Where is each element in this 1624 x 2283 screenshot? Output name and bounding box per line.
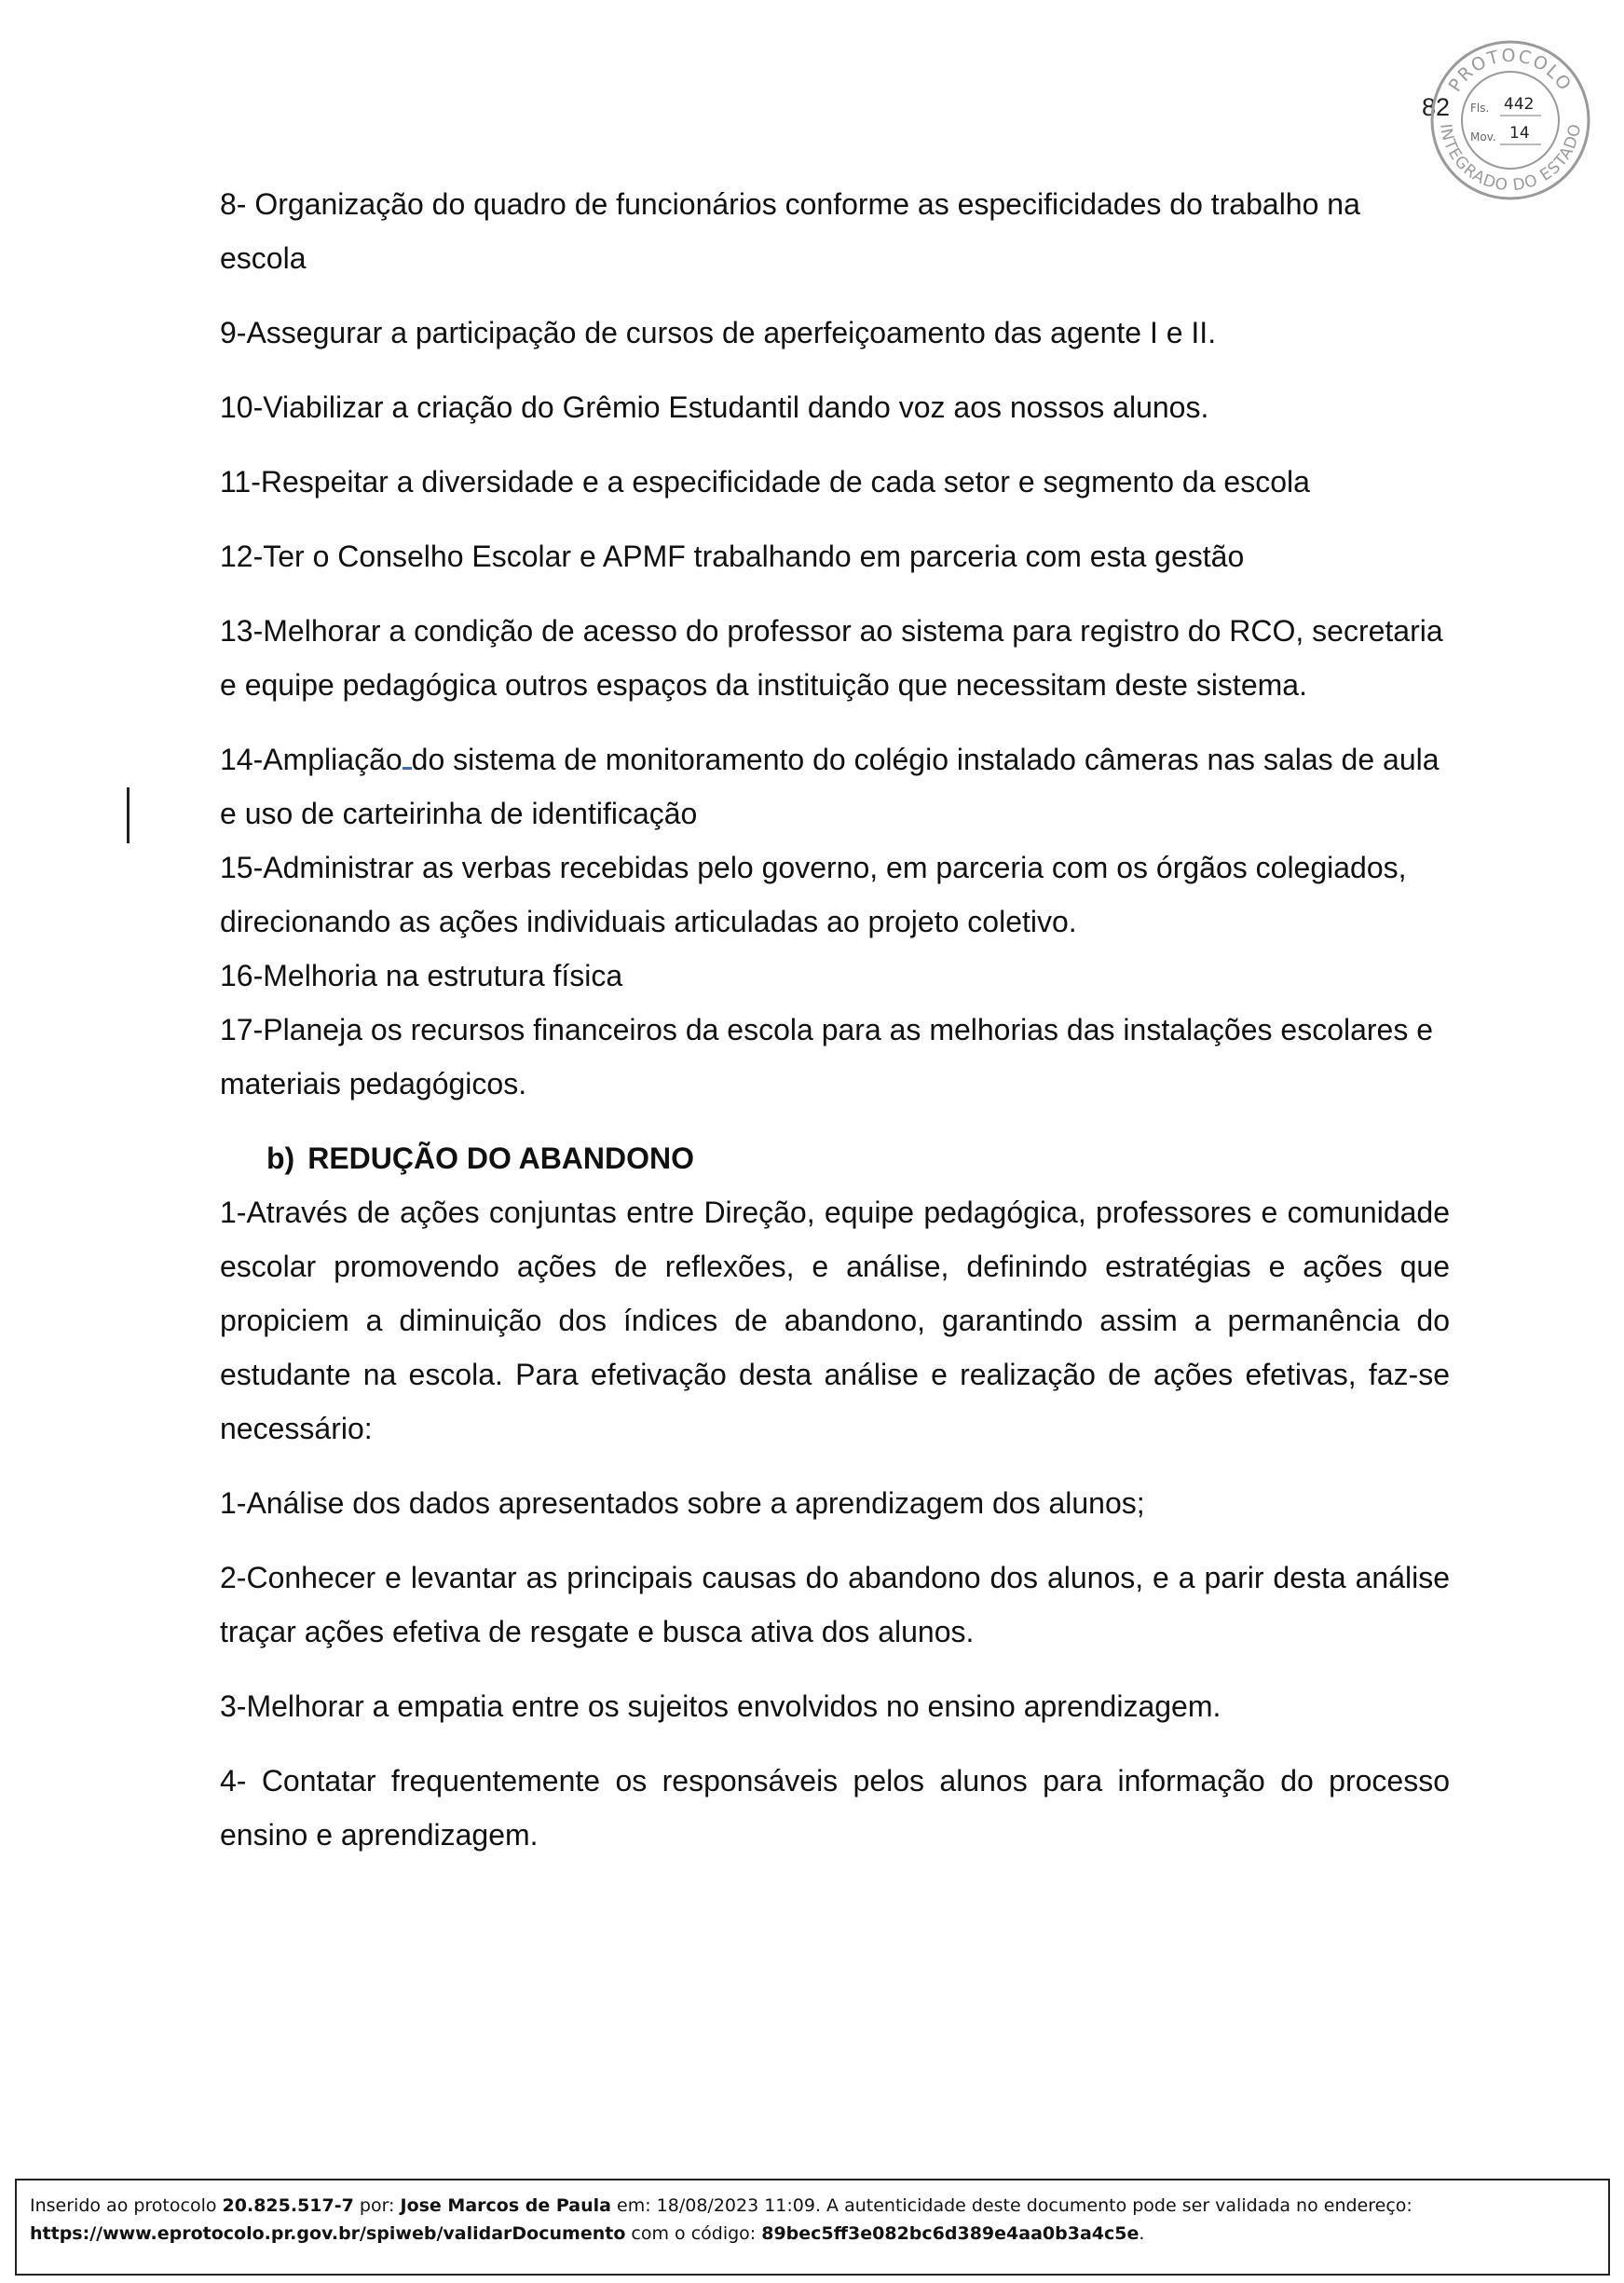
item-16: 16-Melhoria na estrutura física [220, 959, 623, 992]
footer-text: em: 18/08/2023 11:09. A autenticidade deste documento pode ser validada no endereço: [610, 2195, 1412, 2216]
item-9: 9-Assegurar a participação de cursos de aperfeiçoamento das agente I e II. [220, 316, 1217, 349]
item-8: 8- Organização do quadro de funcionários conforme as especificidades do trabalho na escola [220, 187, 1360, 275]
section-b-title: REDUÇÃO DO ABANDONO [307, 1142, 695, 1175]
document-body [220, 177, 1450, 1862]
section-b-point-4: 4- Contatar frequentemente os responsáveis pelos alunos para informação do processo ensino e aprendizagem. [220, 1764, 1450, 1852]
page-number: 82 [1422, 93, 1451, 121]
stamp-mov-value: 14 [1509, 124, 1530, 143]
footer-text: por: [353, 2195, 401, 2216]
authentication-footer [15, 2179, 1610, 2276]
footer-text: Inserido ao protocolo [30, 2195, 223, 2216]
item-17: 17-Planeja os recursos financeiros da escola para as melhorias das instalações escolares e materiais pedagógicos. [220, 1013, 1434, 1100]
item-14-rest: do sistema de monitoramento do colégio instalado câmeras nas salas de aula e uso de carteirinha de identificação [220, 743, 1440, 830]
item-11: 11-Respeitar a diversidade e a especificidade de cada setor e segmento da escola [220, 465, 1310, 499]
section-b-heading [220, 1131, 1450, 1185]
item-14-start: 14-Ampliação [220, 743, 403, 776]
stamp-mov-label: Mov. [1470, 130, 1496, 144]
stamp-fls-label: Fls. [1470, 102, 1490, 115]
section-b-point-1: 1-Análise dos dados apresentados sobre a aprendizagem dos alunos; [220, 1486, 1145, 1520]
footer-text: com o código: [625, 2223, 762, 2244]
protocol-stamp [1427, 37, 1593, 203]
footer-validation-url[interactable]: https://www.eprotocolo.pr.gov.br/spiweb/validarDocumento [30, 2223, 626, 2244]
stamp-top-text: PROTOCOLO [1444, 45, 1576, 96]
tracked-change-mark [403, 745, 412, 770]
footer-author: Jose Marcos de Paula [400, 2195, 611, 2216]
footer-protocol-number: 20.825.517-7 [222, 2195, 354, 2216]
footer-text: . [1139, 2223, 1145, 2244]
section-b-intro: 1-Através de ações conjuntas entre Direção, equipe pedagógica, professores e comunidade escolar promovendo ações de reflexões, e análise, definindo estratégias e ações que propiciem a diminuição dos índices de abandono, garantindo assim a permanência do estudante na escola. Para efetivação desta análise e realização de ações efetivas, faz-se necessário: [220, 1196, 1450, 1445]
stamp-bottom-text: INTEGRADO DO ESTADO [1436, 122, 1586, 196]
stamp-fls-value: 442 [1504, 95, 1535, 114]
item-14 [220, 732, 1450, 841]
section-b-point-3: 3-Melhorar a empatia entre os sujeitos envolvidos no ensino aprendizagem. [220, 1689, 1221, 1723]
item-12: 12-Ter o Conselho Escolar e APMF trabalhando em parceria com esta gestão [220, 540, 1245, 573]
item-15: 15-Administrar as verbas recebidas pelo governo, em parceria com os órgãos colegiados, direcionando as ações individuais articuladas ao projeto coletivo. [220, 851, 1407, 938]
svg-text:PROTOCOLO [1445, 46, 1576, 96]
item-10: 10-Viabilizar a criação do Grêmio Estudantil dando voz aos nossos alunos. [220, 390, 1209, 424]
section-b-point-2: 2-Conhecer e levantar as principais causas do abandono dos alunos, e a parir desta análise traçar ações efetiva de resgate e busca ativa dos alunos. [220, 1561, 1450, 1648]
change-bar [127, 787, 130, 843]
footer-validation-code: 89bec5ff3e082bc6d389e4aa0b3a4c5e [761, 2223, 1140, 2244]
item-13: 13-Melhorar a condição de acesso do professor ao sistema para registro do RCO, secretaria e equipe pedagógica outros espaços da instituição que necessitam deste sistema. [220, 614, 1443, 702]
section-b-marker: b) [266, 1142, 295, 1175]
